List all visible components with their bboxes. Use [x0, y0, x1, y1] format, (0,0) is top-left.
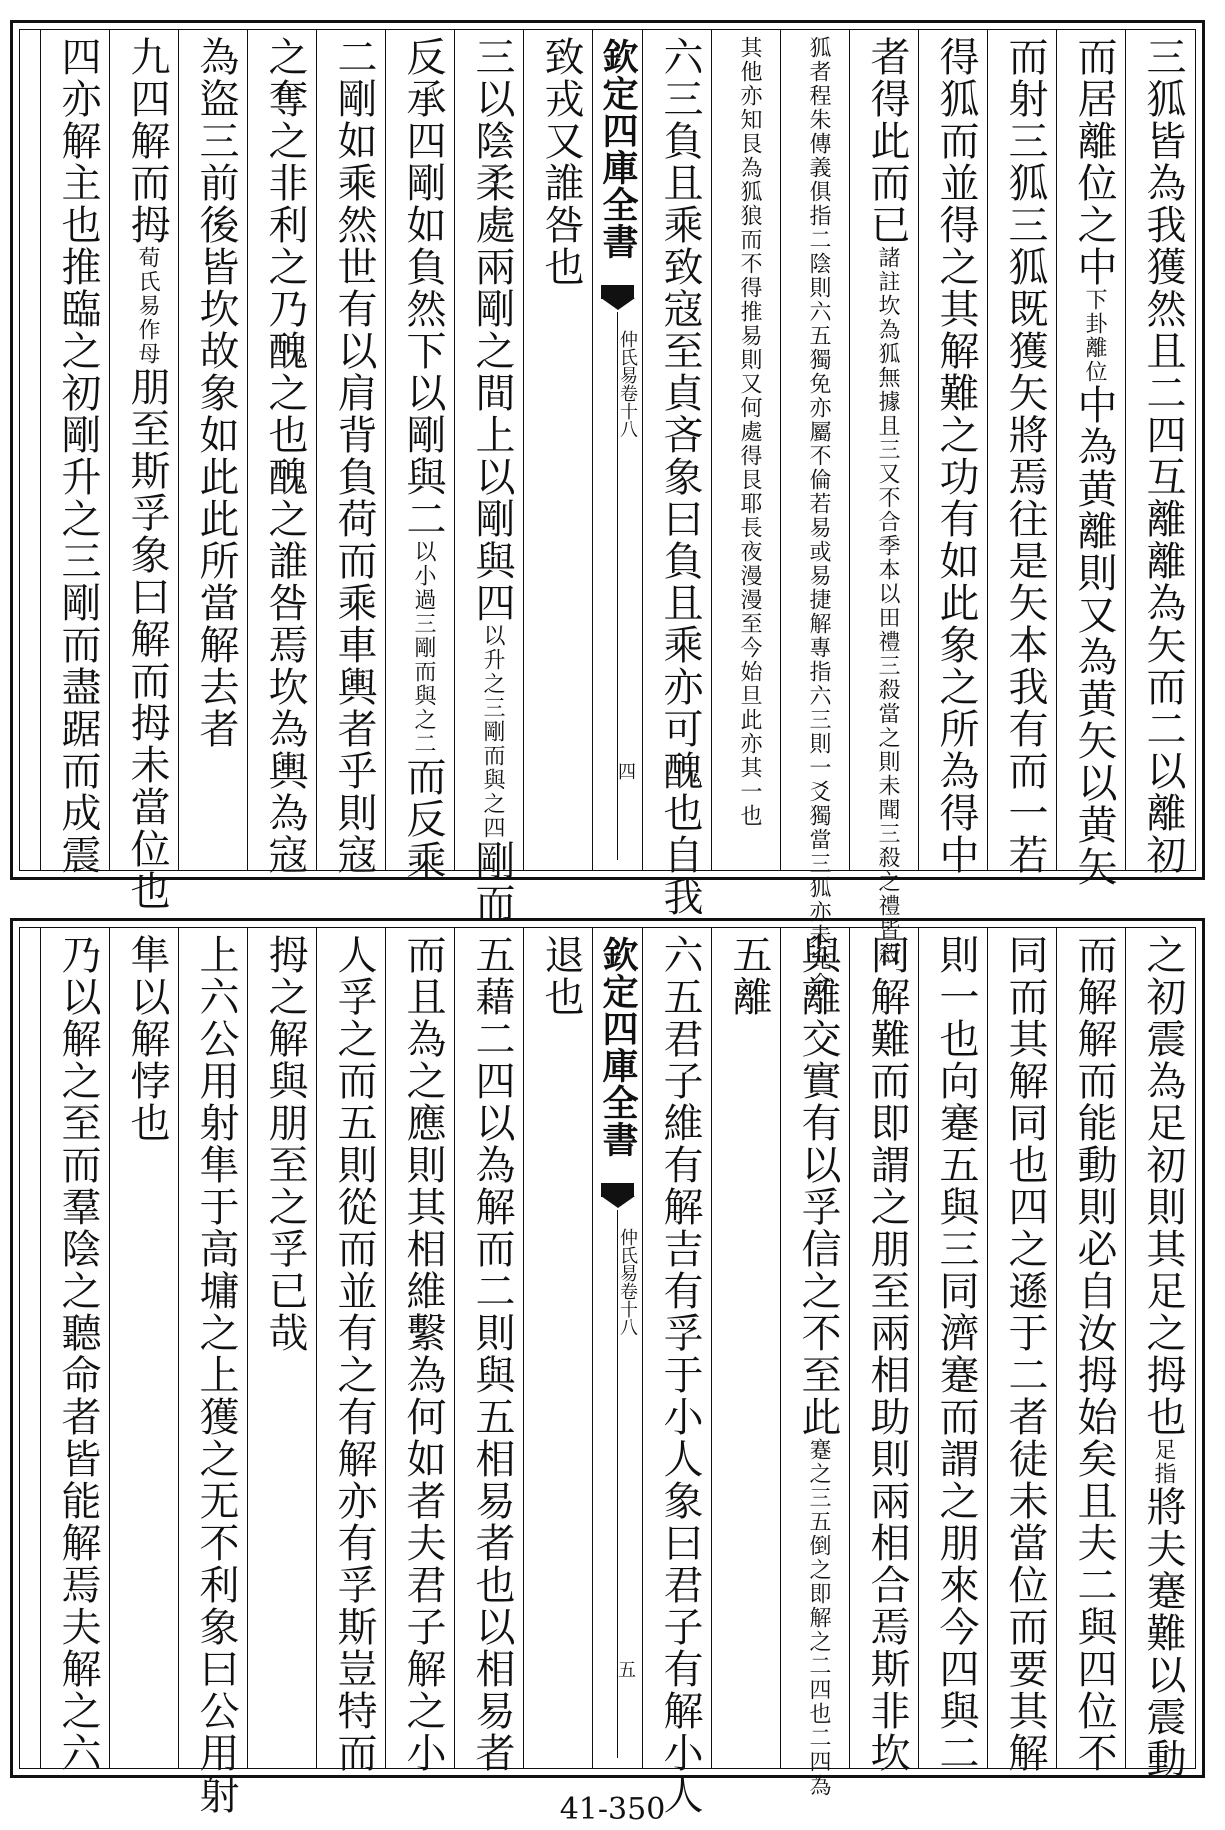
main-text: 退也: [538, 934, 584, 1018]
annotation-note: 以小過三剛而與之二: [411, 540, 436, 756]
main-text: 而反乘: [400, 756, 446, 882]
bottom-book-title: 欽定四庫全書: [597, 936, 639, 1158]
main-text: 同而其解同也四之遜于二者徒未當位而要其解: [1002, 934, 1048, 1774]
top-column-right-7-text: [712, 36, 780, 864]
bottom-column-right-1: [1125, 928, 1194, 1780]
annotation-note: 以升之三剛而與之四: [480, 624, 505, 840]
main-text: 五藉二四以為解而二則與五相易者也以相易者: [469, 934, 515, 1774]
main-text: 同解難而即謂之朋至兩相助則兩相合焉斯非坎: [864, 934, 910, 1774]
main-text: 三以陰柔處兩剛之間上以剛與四: [469, 36, 515, 624]
bottom-source-title: [616, 1228, 640, 1336]
top-page-number: 四: [615, 762, 636, 780]
top-column-right-4: [918, 30, 987, 876]
top-column-right-2: [1056, 30, 1125, 888]
annotation-note: 狐者程朱傳義俱指二陰則六五獨免亦屬不倫若易或易捷解專指六三則一爻獨當三狐亦未允合: [806, 36, 831, 996]
bottom-column-left-8: [40, 928, 109, 1774]
bottom-column-right-2: [1056, 928, 1125, 1774]
bottom-column-right-6: [780, 928, 849, 1798]
top-column-right-3-text: [988, 36, 1056, 876]
top-column-right-6-text: [781, 36, 849, 996]
bottom-column-left-4: [316, 928, 385, 1774]
bottom-column-right-3-text: [988, 934, 1056, 1774]
main-text: 將夫蹇難以震動: [1140, 1486, 1186, 1780]
main-text: 四亦解主也推臨之初剛升之三剛而盡踞而成震: [55, 36, 101, 876]
top-column-left-2-text: [455, 36, 523, 924]
page-footer-label: 41-350: [559, 1792, 666, 1827]
annotation-note: 蹇之三五倒之即解之二四也二四為: [806, 1438, 831, 1798]
bottom-column-left-5-text: [248, 934, 316, 1762]
bottom-center-column: [592, 928, 642, 1768]
main-text: 剛而: [469, 840, 515, 924]
top-column-right-7: [711, 30, 780, 870]
main-text: 五離: [726, 934, 772, 1018]
bottom-column-left-6-text: [179, 934, 247, 1816]
bottom-column-right-2-text: [1057, 934, 1125, 1774]
top-column-left-7: [109, 30, 178, 912]
main-text: 而射三狐三狐既獲矢將焉往是矢本我有而一若: [1002, 36, 1048, 876]
main-text: 而居離位之中: [1071, 36, 1117, 288]
main-text: 致戎又誰咎也: [538, 36, 584, 288]
main-text: 反承四剛如負然下以剛與二: [400, 36, 446, 540]
main-text: 朋至斯孚象曰解而拇未當位也: [124, 366, 170, 912]
top-source-name: 仲氏易: [617, 330, 638, 384]
bottom-column-left-8-text: [41, 934, 109, 1774]
bottom-column-left-2-text: [455, 934, 523, 1774]
main-text: 六五君子維有解吉有孚于小人象曰君子有解小人: [657, 934, 703, 1816]
top-column-right-1-text: [1126, 36, 1194, 876]
bottom-column-left-7-text: [110, 934, 178, 1762]
main-text: 而且為之應則其相維繫為何如者夫君子解之小: [400, 934, 446, 1774]
main-text: 三狐皆為我獲然且二四互離離為矢而二以離初: [1140, 36, 1186, 876]
top-column-left-2: [454, 30, 523, 924]
top-column-left-4-text: [317, 36, 385, 876]
top-column-right-8-text: [643, 36, 711, 918]
top-column-left-7-text: [110, 36, 178, 912]
bottom-column-right-4-text: [919, 934, 987, 1774]
bottom-column-right-7: [711, 928, 780, 1768]
annotation-note: 荀氏易作母: [135, 246, 160, 366]
main-text: 則一也向蹇五與三同濟蹇而謂之朋來今四與二: [933, 934, 979, 1774]
main-text: 人孚之而五則從而並有之有解亦有孚斯豈特而: [331, 934, 377, 1774]
main-text: 為盜三前後皆坎故象如此此所當解去者: [193, 36, 239, 750]
top-column-left-8: [40, 30, 109, 876]
top-column-right-8: [642, 30, 711, 918]
top-column-right-2-text: [1057, 36, 1125, 888]
top-column-left-5-text: [248, 36, 316, 876]
top-column-right-5-text: [850, 36, 918, 966]
main-text: 而解解而能動則必自汝拇始矣且夫二與四位不: [1071, 934, 1117, 1774]
top-column-right-1: [1125, 30, 1194, 876]
main-text: 二剛如乘然世有以肩背負荷而乘車輿者乎則寇: [331, 36, 377, 876]
bottom-column-right-6-text: [781, 934, 849, 1798]
main-text: 六三負且乘致寇至貞吝象曰負且乘亦可醜也自我: [657, 36, 703, 918]
top-column-left-6: [178, 30, 247, 870]
bottom-column-left-6: [178, 928, 247, 1816]
main-text: 者得此而已: [864, 36, 910, 246]
bottom-column-left-5: [247, 928, 316, 1768]
annotation-note: 足指: [1151, 1438, 1176, 1486]
main-text: 隼以解悖也: [124, 934, 170, 1144]
annotation-note: 諸註坎為狐無據且三又不合季本以田禮三殺當之則未聞三殺之禮皆殺: [875, 246, 900, 966]
bottom-column-right-7-text: [712, 934, 780, 1762]
bottom-column-left-1-text: [524, 934, 592, 1762]
top-column-left-1: [523, 30, 592, 870]
top-book-title: 欽定四庫全書: [597, 38, 639, 260]
bottom-column-right-5: [849, 928, 918, 1774]
main-text: 乃以解之至而羣陰之聽命者皆能解焉夫解之六: [55, 934, 101, 1774]
top-column-right-3: [987, 30, 1056, 876]
bottom-column-right-1-text: [1126, 934, 1194, 1780]
main-text: 之奪之非利之乃醜之也醜之誰咎焉坎為輿為寇: [262, 36, 308, 876]
top-column-right-6: [780, 30, 849, 996]
annotation-note: 其他亦知艮為狐狼而不得推易則又何處得艮耶長夜漫漫至今始旦此亦其一也: [737, 36, 762, 828]
main-text: 拇之解與朋至之孚已哉: [262, 934, 308, 1354]
bottom-column-left-1: [523, 928, 592, 1768]
top-volume: 卷十八: [617, 384, 638, 438]
main-text: 上六公用射隼于高墉之上獲之无不利象曰公用射: [193, 934, 239, 1816]
bottom-column-right-3: [987, 928, 1056, 1774]
top-center-column: [592, 30, 642, 870]
top-column-right-4-text: [919, 36, 987, 876]
main-text: 中為黄離則又為黄矢以黄矢: [1071, 384, 1117, 888]
bottom-column-left-2: [454, 928, 523, 1774]
bottom-column-right-4: [918, 928, 987, 1774]
bottom-column-left-4-text: [317, 934, 385, 1774]
bottom-column-right-5-text: [850, 934, 918, 1774]
main-text: 之初震為足初則其足之拇也: [1140, 934, 1186, 1438]
main-text: 九四解而拇: [124, 36, 170, 246]
bottom-column-left-7: [109, 928, 178, 1768]
main-text: 與離交實有以孚信之不至此: [795, 934, 841, 1438]
bottom-volume: 卷十八: [617, 1282, 638, 1336]
annotation-note: 下卦離位: [1082, 288, 1107, 384]
bottom-column-right-8-text: [643, 934, 711, 1816]
top-column-left-4: [316, 30, 385, 876]
top-column-right-5: [849, 30, 918, 966]
top-column-left-8-text: [41, 36, 109, 876]
bottom-column-right-8: [642, 928, 711, 1816]
bottom-column-left-3: [385, 928, 454, 1774]
bottom-page-number: 五: [615, 1660, 636, 1678]
bottom-column-left-3-text: [386, 934, 454, 1774]
bottom-source-name: 仲氏易: [617, 1228, 638, 1282]
top-column-left-6-text: [179, 36, 247, 864]
top-column-left-3-text: [386, 36, 454, 882]
top-column-left-3: [385, 30, 454, 882]
top-column-left-5: [247, 30, 316, 876]
main-text: 得狐而並得之其解難之功有如此象之所為得中: [933, 36, 979, 876]
top-source-title: [616, 330, 640, 438]
top-column-left-1-text: [524, 36, 592, 864]
